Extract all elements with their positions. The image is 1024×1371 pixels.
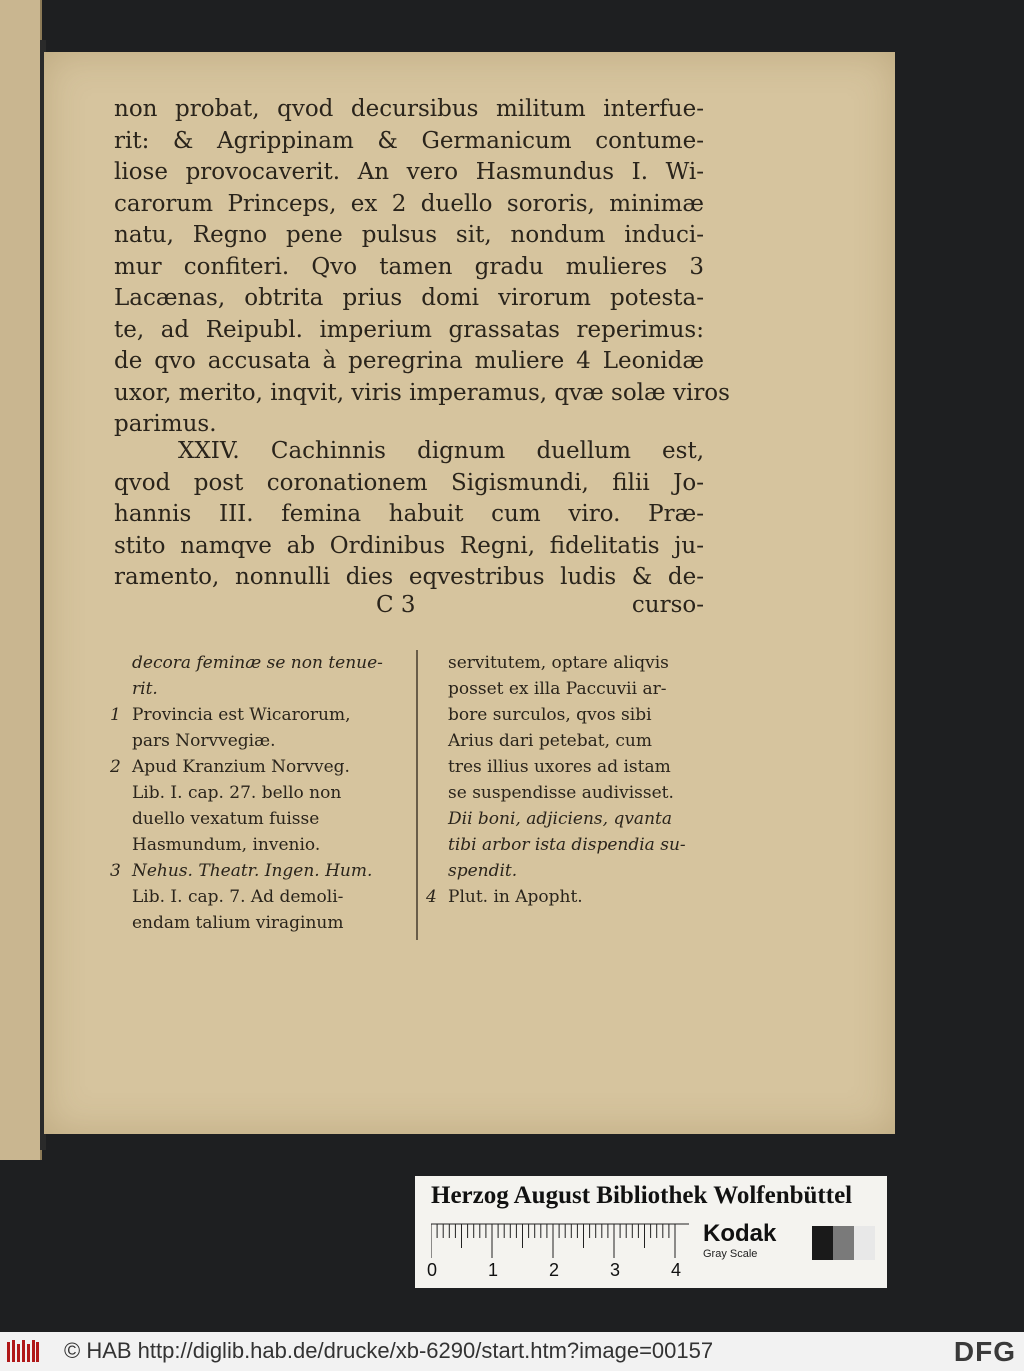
ruler-number: 1 [488, 1260, 499, 1280]
footnote-text: endam talium viraginum [132, 913, 344, 933]
footnote-text: decora feminæ se non tenue- [132, 653, 383, 673]
footnote-text: tibi arbor ista dispendia su- [448, 835, 686, 855]
footnote-line [110, 676, 410, 702]
catchword: curso- [631, 592, 704, 618]
gray-scale-label: Gray Scale [703, 1248, 758, 1260]
ruler-number: 4 [671, 1260, 682, 1280]
footnote-number: 3 [110, 861, 121, 881]
text-line: hannis III. femina habuit cum viro. Præ- [114, 501, 704, 527]
signature-mark: C 3 [376, 592, 416, 618]
footnote-text: Arius dari petebat, cum [448, 731, 652, 751]
text-line: stito namqve ab Ordinibus Regni, fidelitatis ju- [114, 532, 704, 559]
footnote-text: duello vexatum fuisse [132, 809, 320, 829]
text-line: uxor, merito, inqvit, viris imperamus, qvæ solæ viros [114, 379, 730, 406]
footnote-line [110, 754, 410, 780]
text-line: te, ad Reipubl. imperium grassatas reperimus: [114, 316, 704, 343]
footnote-number: 4 [426, 887, 437, 907]
footnote-line [110, 728, 410, 754]
footnotes-right-column [426, 650, 696, 910]
footnote-text: Lib. I. cap. 27. bello non [132, 783, 342, 803]
footnote-text: posset ex illa Paccuvii ar- [448, 679, 667, 699]
footnote-text: rit. [132, 679, 158, 699]
footnote-text: Apud Kranzium Norvveg. [132, 757, 350, 777]
copyright-url[interactable]: © HAB http://diglib.hab.de/drucke/xb-6290/start.htm?image=00157 [64, 1338, 714, 1363]
footnote-number: 1 [110, 705, 121, 725]
gray-swatches [791, 1226, 875, 1260]
footnote-text: Provincia est Wicarorum, [132, 705, 351, 725]
dfg-logo: DFG [953, 1336, 1016, 1367]
column-divider [416, 650, 418, 940]
facing-page-edge [0, 0, 42, 1160]
text-line: Lacænas, obtrita prius domi virorum potesta- [114, 285, 704, 311]
text-line: carorum Princeps, ex 2 duello sororis, minimæ [114, 190, 704, 217]
text-line: parimus. [114, 411, 217, 437]
ruler-number: 3 [610, 1260, 621, 1280]
footnote-line [426, 806, 696, 832]
hab-logo-icon [6, 1338, 40, 1364]
text-line: mur confiteri. Qvo tamen gradu mulieres 3 [114, 253, 704, 280]
footnote-text: tres illius uxores ad istam [448, 757, 671, 777]
footnote-line [110, 806, 410, 832]
footnote-line [426, 832, 696, 858]
section-paragraph-xxiv [114, 436, 704, 594]
kodak-logo: Kodak [703, 1220, 777, 1247]
library-name: Herzog August Bibliothek Wolfenbüttel [431, 1182, 853, 1209]
footnote-line [110, 702, 410, 728]
footnote-line [426, 884, 696, 910]
footnote-line [426, 676, 696, 702]
text-line: ramento, nonnulli dies eqvestribus ludis & de- [114, 564, 704, 590]
main-paragraph [114, 94, 730, 441]
signature-line [114, 592, 704, 622]
footnote-line [110, 884, 410, 910]
footnote-text: Nehus. Theatr. Ingen. Hum. [132, 861, 373, 881]
book-page [44, 52, 895, 1134]
text-line: non probat, qvod decursibus militum interfue- [114, 96, 704, 122]
measurement-ruler [431, 1222, 689, 1262]
footnote-text: Lib. I. cap. 7. Ad demoli- [132, 887, 344, 907]
text-line: liose provocaverit. An vero Hasmundus I. Wi- [114, 159, 704, 185]
footnote-text: Plut. in Apopht. [448, 887, 583, 907]
footnote-line [110, 910, 410, 936]
text-line: XXIV. Cachinnis dignum duellum est, [178, 438, 704, 464]
footnotes-left-column [110, 650, 410, 936]
footnote-text: servitutem, optare aliqvis [448, 653, 669, 673]
text-line: rit: & Agrippinam & Germanicum contume- [114, 127, 704, 154]
text-line: natu, Regno pene pulsus sit, nondum induci- [114, 222, 704, 248]
footnote-text: bore surculos, qvos sibi [448, 705, 652, 725]
footnote-line [426, 702, 696, 728]
footnote-number: 2 [110, 757, 121, 777]
footnote-line [426, 650, 696, 676]
footnote-line [110, 650, 410, 676]
footnote-text: Hasmundum, invenio. [132, 835, 321, 855]
footnote-line [426, 754, 696, 780]
footnote-line [110, 780, 410, 806]
footer-bar [0, 1332, 1024, 1371]
ruler-number: 0 [427, 1260, 438, 1280]
footnote-line [110, 858, 410, 884]
ruler-number: 2 [549, 1260, 560, 1280]
text-line: qvod post coronationem Sigismundi, filii Jo- [114, 469, 704, 496]
footnote-text: Dii boni, adjiciens, qvanta [448, 809, 672, 829]
footnote-text: pars Norvvegiæ. [132, 731, 276, 751]
footnote-text: se suspendisse audivisset. [448, 783, 674, 803]
footnote-line [426, 780, 696, 806]
library-color-card [415, 1176, 887, 1288]
footnote-line [110, 832, 410, 858]
footnote-line [426, 728, 696, 754]
footnote-line [426, 858, 696, 884]
footnote-text: spendit. [448, 861, 518, 881]
text-line: de qvo accusata à peregrina muliere 4 Leonidæ [114, 348, 704, 374]
